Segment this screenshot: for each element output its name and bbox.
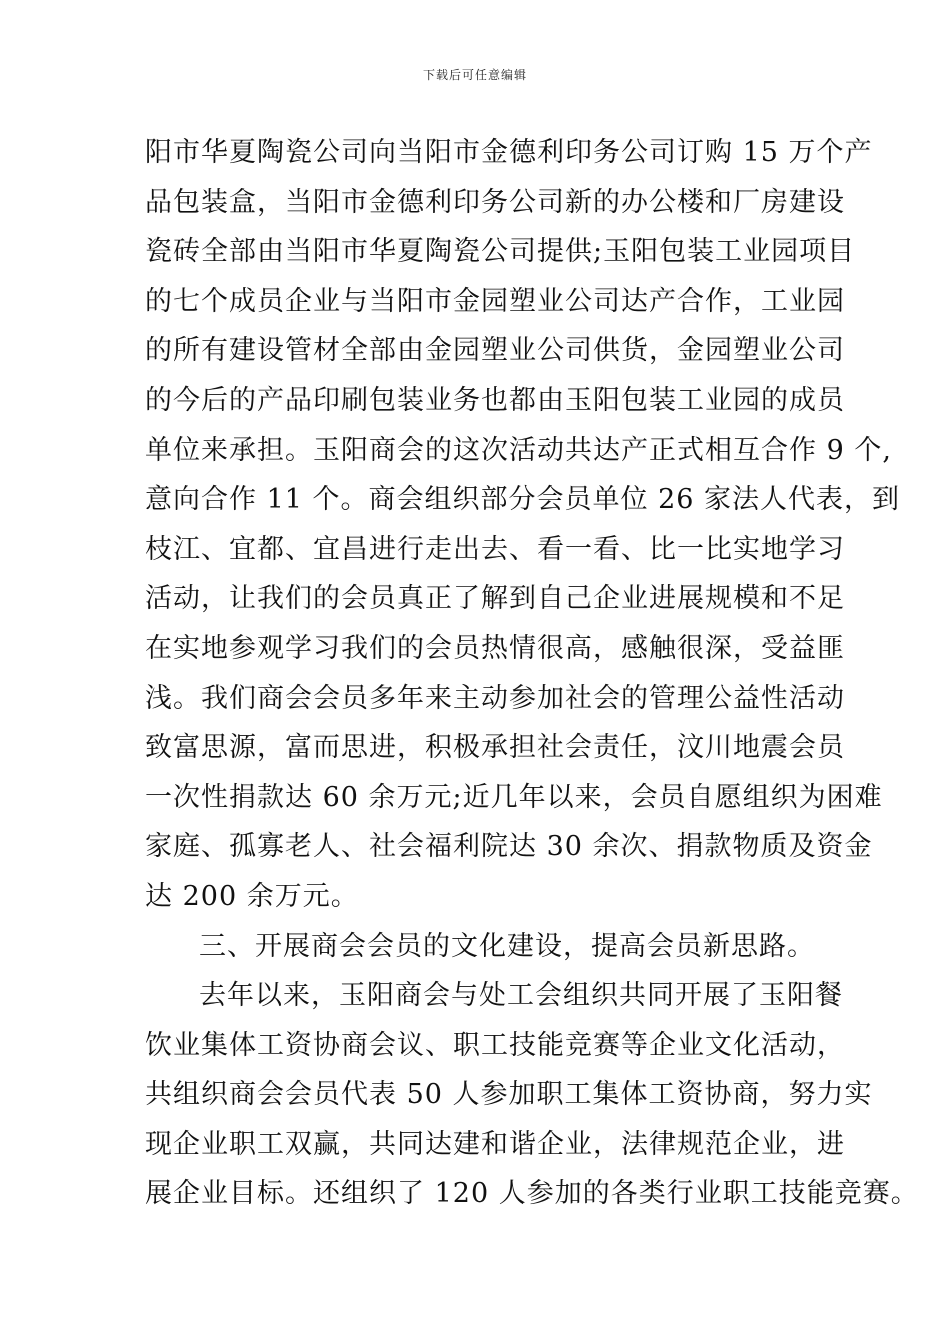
paragraph-first-line: 去年以来，玉阳商会与处工会组织共同开展了玉阳餐 (199, 980, 843, 1012)
text-line: 的所有建设管材全部由金园塑业公司供货，金园塑业公司 (145, 335, 845, 367)
text-line: 致富思源，富而思进，积极承担社会责任，汶川地震会员 (145, 732, 845, 764)
page-header: 下载后可任意编辑 (422, 68, 527, 82)
text-line: 在实地参观学习我们的会员热情很高，感触很深，受益匪 (145, 632, 845, 664)
section-heading: 三、开展商会会员的文化建设，提高会员新思路。 (199, 930, 815, 962)
text-line: 共组织商会会员代表 50 人参加职工集体工资协商，努力实 (145, 1079, 873, 1111)
text-line: 意向合作 11 个。商会组织部分会员单位 26 家法人代表，到 (145, 484, 901, 516)
text-line: 阳市华夏陶瓷公司向当阳市金德利印务公司订购 15 万个产 (145, 137, 873, 168)
text-line: 的今后的产品印刷包装业务也都由玉阳包装工业园的成员 (145, 384, 845, 416)
text-line: 饮业集体工资协商会议、职工技能竞赛等企业文化活动， (145, 1029, 845, 1061)
text-line: 达 200 余万元。 (145, 880, 359, 912)
text-line: 活动，让我们的会员真正了解到自己企业进展规模和不足 (145, 583, 845, 615)
text-line: 展企业目标。还组织了 120 人参加的各类行业职工技能竞赛。 (145, 1178, 919, 1210)
document-body (145, 128, 919, 1219)
text-line: 现企业职工双赢，共同达建和谐企业，法律规范企业，进 (145, 1128, 845, 1160)
text-line: 家庭、孤寡老人、社会福利院达 30 余次、捐款物质及资金 (145, 831, 873, 863)
text-line: 一次性捐款达 60 余万元;近几年以来，会员自愿组织为困难 (145, 781, 883, 813)
text-line: 浅。我们商会会员多年来主动参加社会的管理公益性活动 (145, 682, 845, 714)
text-line: 品包装盒，当阳市金德利印务公司新的办公楼和厂房建设 (145, 186, 845, 218)
text-line: 瓷砖全部由当阳市华夏陶瓷公司提供;玉阳包装工业园项目 (145, 236, 856, 268)
text-line: 枝江、宜都、宜昌进行走出去、看一看、比一比实地学习 (145, 533, 845, 565)
text-line: 的七个成员企业与当阳市金园塑业公司达产合作，工业园 (145, 285, 845, 317)
text-line: 单位来承担。玉阳商会的这次活动共达产正式相互合作 9 个, (145, 434, 892, 466)
